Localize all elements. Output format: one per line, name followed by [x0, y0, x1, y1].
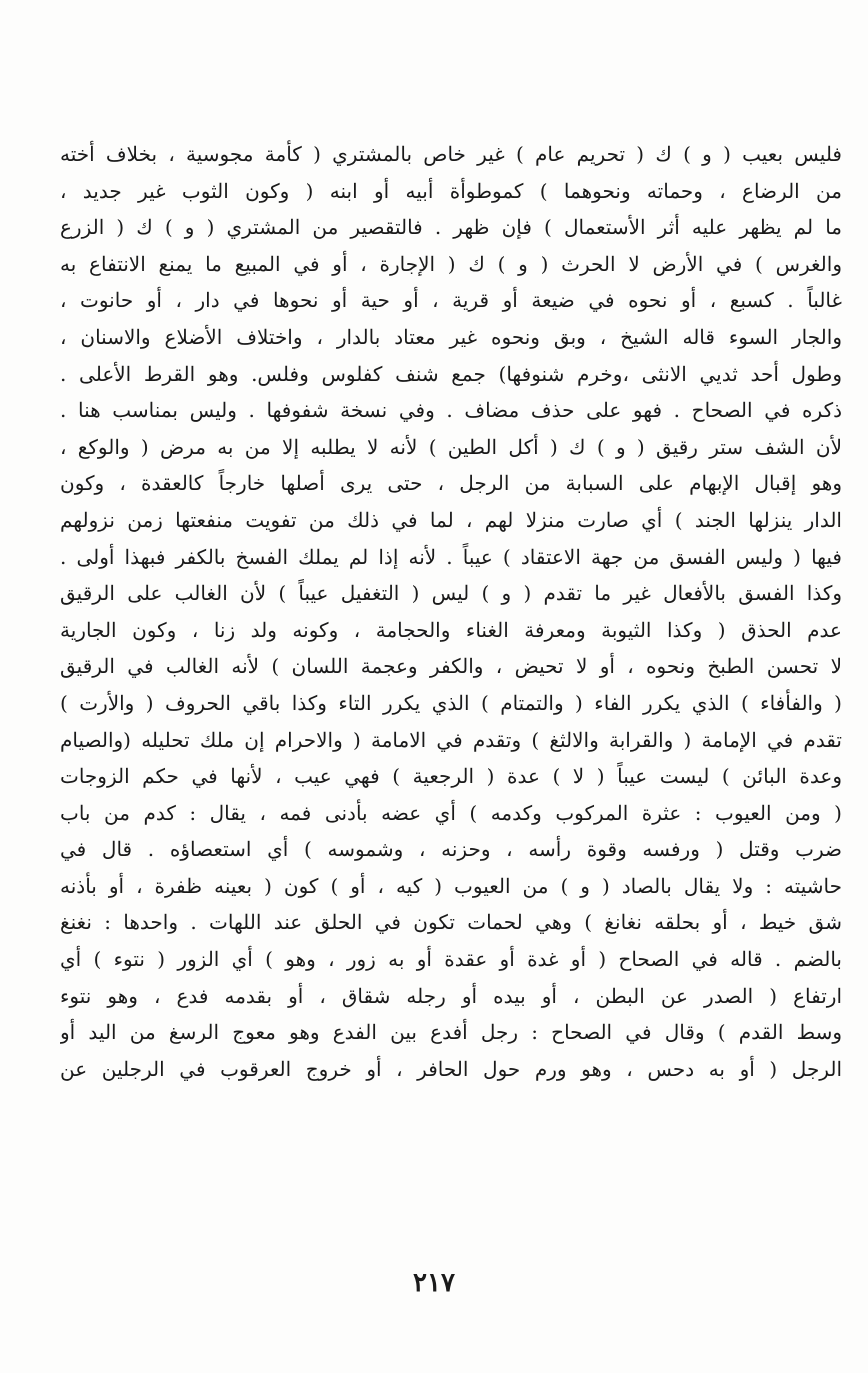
text-line: من الرضاع ، وحماته ونحوهما ) كموطوأة أبيه أو ابنه ( وكون الثوب غير جديد ،	[60, 178, 842, 203]
text-line: الدار ينزلها الجند ) أي صارت منزلا لهم ، لما في ذلك من تفويت منفعتها زمن نزولهم	[60, 507, 842, 532]
text-line: وسط القدم ) وقال في الصحاح : رجل أفدع بين الفدع وهو معوج الرسغ من اليد أو	[60, 1020, 842, 1045]
text-line: ( ومن العيوب : عثرة المركوب وكدمه ) أي عضه بأدنى فمه ، يقال : كدم من باب	[60, 800, 842, 825]
text-line: الرجل ( أو به دحس ، وهو ورم حول الحافر ، أو خروج العرقوب في الرجلين عن	[60, 1056, 842, 1081]
text-line: ضرب وقتل ( ورفسه وقوة رأسه ، وحزنه ، وشموسه ) أي استعصاؤه . قال في	[60, 837, 842, 862]
text-line: ( والفأفاء ) الذي يكرر الفاء ( والتمتام ) الذي يكرر التاء وكذا باقي الحروف ( والأرت )	[60, 690, 842, 715]
text-line: وطول أحد ثديي الانثى ،وخرم شنوفها) جمع شنف كفلوس وفلس. وهو القرط الأعلى .	[60, 361, 842, 386]
body-text	[60, 136, 842, 1087]
text-line: والجار السوء قاله الشيخ ، وبق ونحوه غير معتاد بالدار ، واختلاف الأضلاع والاسنان ،	[60, 324, 842, 349]
text-line: حاشيته : ولا يقال بالصاد ( و ) من العيوب ( كيه ، أو ) كون ( بعينه ظفرة ، أو بأذنه	[60, 873, 842, 898]
text-line: لأن الشف ستر رقيق ( و ) ك ( أكل الطين ) لأنه لا يطلبه إلا من به مرض ( والوكع ،	[60, 434, 842, 459]
text-line: غالباً . كسبع ، أو نحوه في ضيعة أو قرية ، أو حية أو نحوها في دار ، أو حانوت ،	[60, 288, 842, 313]
text-line: وعدة البائن ) ليست عيباً ( لا ) عدة ( الرجعية ) فهي عيب ، لأنها في حكم الزوجات	[60, 764, 842, 789]
text-line: فليس بعيب ( و ) ك ( تحريم عام ) غير خاص بالمشتري ( كأمة مجوسية ، بخلاف أخته	[60, 142, 842, 166]
text-line: بالضم . قاله في الصحاح ( أو غدة أو عقدة أو به زور ، وهو ) أي الزور ( نتوء ) أي	[60, 947, 842, 972]
text-line: والغرس ) في الأرض لا الحرث ( و ) ك ( الإجارة ، أو في المبيع ما يمنع الانتفاع به	[60, 251, 842, 276]
page-number: ٢١٧	[413, 1268, 455, 1298]
text-line: ذكره في الصحاح . فهو على حذف مضاف . وفي نسخة شفوفها . وليس بمناسب هنا .	[60, 398, 842, 423]
text-line: فيها ( وليس الفسق من جهة الاعتقاد ) عيباً . لأنه إذا لم يملك الفسخ بالكفر فبهذا أولى .	[60, 544, 842, 569]
text-line: شق خيط ، أو بحلقه نغانغ ) وهي لحمات تكون في الحلق عند اللهات . واحدها : نغنغ	[60, 910, 842, 935]
text-line: وهو إقبال الإبهام على السبابة من الرجل ، حتى يرى أصلها خارجاً كالعقدة ، وكون	[60, 471, 842, 496]
text-line: لا تحسن الطبخ ونحوه ، أو لا تحيض ، والكفر وعجمة اللسان ) لأنه الغالب في الرقيق	[60, 654, 842, 679]
text-line: ما لم يظهر عليه أثر الأستعمال ) فإن ظهر . فالتقصير من المشتري ( و ) ك ( الزرع	[60, 215, 842, 240]
text-line: وكذا الفسق بالأفعال غير ما تقدم ( و ) ليس ( التغفيل عيباً ) لأن الغالب على الرقيق	[60, 581, 842, 606]
text-line: عدم الحذق ( وكذا الثيوبة ومعرفة الغناء والحجامة ، وكونه ولد زنا ، وكون الجارية	[60, 617, 842, 642]
text-line: ارتفاع ( الصدر عن البطن ، أو بيده أو رجله شقاق ، أو بقدمه فدع ، وهو نتوء	[60, 983, 842, 1008]
text-line: تقدم في الإمامة ( والقرابة والالثغ ) وتقدم في الامامة ( والاحرام إن ملك تحليله (والصيام	[60, 727, 842, 752]
